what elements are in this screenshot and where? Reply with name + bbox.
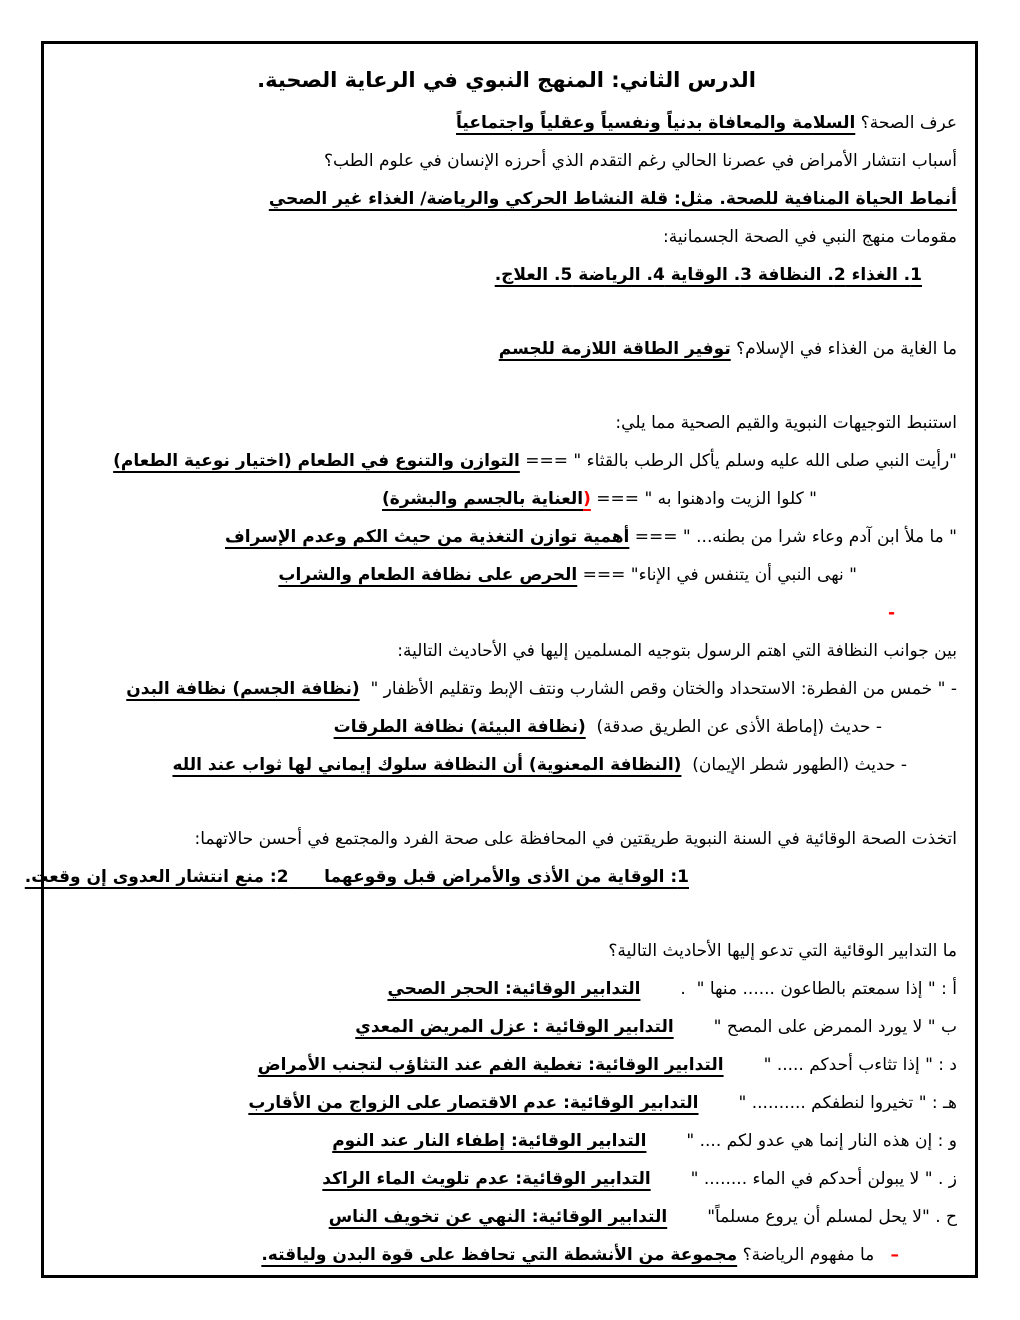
question-text: اتخذت الصحة الوقائية في السنة النبوية طريقتين في المحافظة على صحة الفرد والمجتمع في أحسن حالاتهما: xyxy=(194,829,957,849)
question-text: بين جوانب النظافة التي اهتم الرسول بتوجيه المسلمين إليها في الأحاديث التالية: xyxy=(397,641,957,661)
hadith-row xyxy=(56,1084,957,1122)
preventive-measure-answer: التدابير الوقائية: تغطية الفم عند التثاؤب لتجنب الأمراض xyxy=(257,1055,724,1075)
text-line xyxy=(24,858,957,896)
red-mark: ( xyxy=(583,489,591,509)
text-line xyxy=(56,142,957,180)
answer-text: العناية بالجسم والبشرة) xyxy=(382,489,584,509)
answer-text: توفير الطاقة اللازمة للجسم xyxy=(498,339,731,359)
question-text: ما مفهوم الرياضة؟ xyxy=(737,1245,891,1265)
answer-text: الحرص على نظافة الطعام والشراب xyxy=(278,565,578,585)
answer-text: 1: الوقاية من الأذى والأمراض قبل وقوعهما 2: منع انتشار العدوى إن وقعت. xyxy=(24,867,689,887)
preventive-measure-answer: التدابير الوقائية : عزل المريض المعدي xyxy=(355,1017,674,1037)
hadith-quote: هـ : " تخيروا لنطفكم .......... " xyxy=(738,1093,957,1113)
text-line xyxy=(56,632,957,670)
text-line xyxy=(56,218,957,256)
text-line xyxy=(56,442,957,480)
question-text: - " خمس من الفطرة: الاستحداد والختان وقص الشارب ونتف الإبط وتقليم الأظفار " xyxy=(359,679,957,699)
hadith-quote: د : " إذا تثاءب أحدكم ..... " xyxy=(763,1055,957,1075)
question-text: " ما ملأ ابن آدم وعاء شرا من بطنه... " === xyxy=(629,527,957,547)
text-line xyxy=(56,670,957,708)
text-line xyxy=(56,556,957,594)
text-line xyxy=(56,330,957,368)
text-line xyxy=(56,518,957,556)
question-text: الدرس الثاني: المنهج النبوي في الرعاية الصحية. xyxy=(257,68,756,92)
question-text: مقومات منهج النبي في الصحة الجسمانية: xyxy=(663,227,957,247)
text-line xyxy=(56,932,957,970)
text-line xyxy=(56,480,957,518)
question-text: "رأيت النبي صلى الله عليه وسلم يأكل الرطب بالقثاء " === xyxy=(519,451,957,471)
answer-text: (نظافة البيئة) نظافة الطرقات xyxy=(333,717,586,737)
text-line xyxy=(56,708,957,746)
hadith-quote: أ : " إذا سمعتم بالطاعون ...... منها " . xyxy=(680,979,957,999)
question-text: أسباب انتشار الأمراض في عصرنا الحالي رغم التقدم الذي أحرزه الإنسان في علوم الطب؟ xyxy=(323,151,957,171)
hadith-row xyxy=(56,970,957,1008)
answer-text: (نظافة الجسم) نظافة البدن xyxy=(126,679,360,699)
red-mark: – xyxy=(890,1245,899,1265)
preventive-measure-answer: التدابير الوقائية: النهي عن تخويف الناس xyxy=(328,1207,668,1227)
answer-text: (النظافة المعنوية) أن النظافة سلوك إيماني لها ثواب عند الله xyxy=(172,755,682,775)
text-line xyxy=(56,820,957,858)
text-line xyxy=(56,104,957,142)
answer-text: أنماط الحياة المنافية للصحة. مثل: قلة النشاط الحركي والرياضة/ الغذاء غير الصحي xyxy=(268,189,957,209)
answer-text: السلامة والمعافاة بدنياً ونفسياً وعقلياً واجتماعياً xyxy=(456,113,856,133)
preventive-measure-answer: التدابير الوقائية: الحجر الصحي xyxy=(387,979,641,999)
question-text: استنبط التوجيهات النبوية والقيم الصحية مما يلي: xyxy=(615,413,957,433)
preventive-measure-answer: التدابير الوقائية: عدم تلويث الماء الراكد xyxy=(322,1169,651,1189)
hadith-row xyxy=(56,1046,957,1084)
text-line xyxy=(56,180,957,218)
question-text: ما التدابير الوقائية التي تدعو إليها الأحاديث التالية؟ xyxy=(608,941,957,961)
answer-text: 1. الغذاء 2. النظافة 3. الوقاية 4. الرياضة 5. العلاج. xyxy=(494,265,922,285)
text-line xyxy=(56,746,957,784)
question-text: " كلوا الزيت وادهنوا به " === xyxy=(590,489,817,509)
preventive-measure-answer: التدابير الوقائية: إطفاء النار عند النوم xyxy=(332,1131,647,1151)
hadith-quote: ز . " لا يبولن أحدكم في الماء ........ " xyxy=(690,1169,957,1189)
hadith-quote: ب " لا يورد الممرض على المصح " xyxy=(713,1017,957,1037)
red-dash-line xyxy=(56,594,957,632)
hadith-row xyxy=(56,1122,957,1160)
question-text: عرف الصحة؟ xyxy=(855,113,957,133)
question-text: - حديث (الطهور شطر الإيمان) xyxy=(681,755,907,775)
hadith-row xyxy=(56,1008,957,1046)
lesson-title xyxy=(56,56,957,104)
worksheet-frame xyxy=(24,41,978,1278)
hadith-quote: و : إن هذه النار إنما هي عدو لكم .... " xyxy=(686,1131,957,1151)
question-text: " نهى النبي أن يتنفس في الإناء" === xyxy=(577,565,857,585)
hadith-quote: ح . "لا يحل لمسلم أن يروع مسلماً" xyxy=(707,1207,957,1227)
answer-text: مجموعة من الأنشطة التي تحافظ على قوة البدن ولياقته. xyxy=(261,1245,738,1265)
text-line xyxy=(56,404,957,442)
answer-text: التوازن والتنوع في الطعام (اختيار نوعية الطعام) xyxy=(113,451,520,471)
hadith-row xyxy=(56,1160,957,1198)
hadith-row xyxy=(56,1198,957,1236)
document-lines xyxy=(24,56,957,1274)
question-text: - حديث (إماطة الأذى عن الطريق صدقة) xyxy=(585,717,882,737)
preventive-measure-answer: التدابير الوقائية: عدم الاقتصار على الزواج من الأقارب xyxy=(248,1093,699,1113)
text-line xyxy=(56,1236,957,1274)
answer-text: أهمية توازن التغذية من حيث الكم وعدم الإسراف xyxy=(225,527,630,547)
red-mark: - xyxy=(887,603,895,623)
question-text: ما الغاية من الغذاء في الإسلام؟ xyxy=(730,339,957,359)
text-line xyxy=(56,256,957,294)
